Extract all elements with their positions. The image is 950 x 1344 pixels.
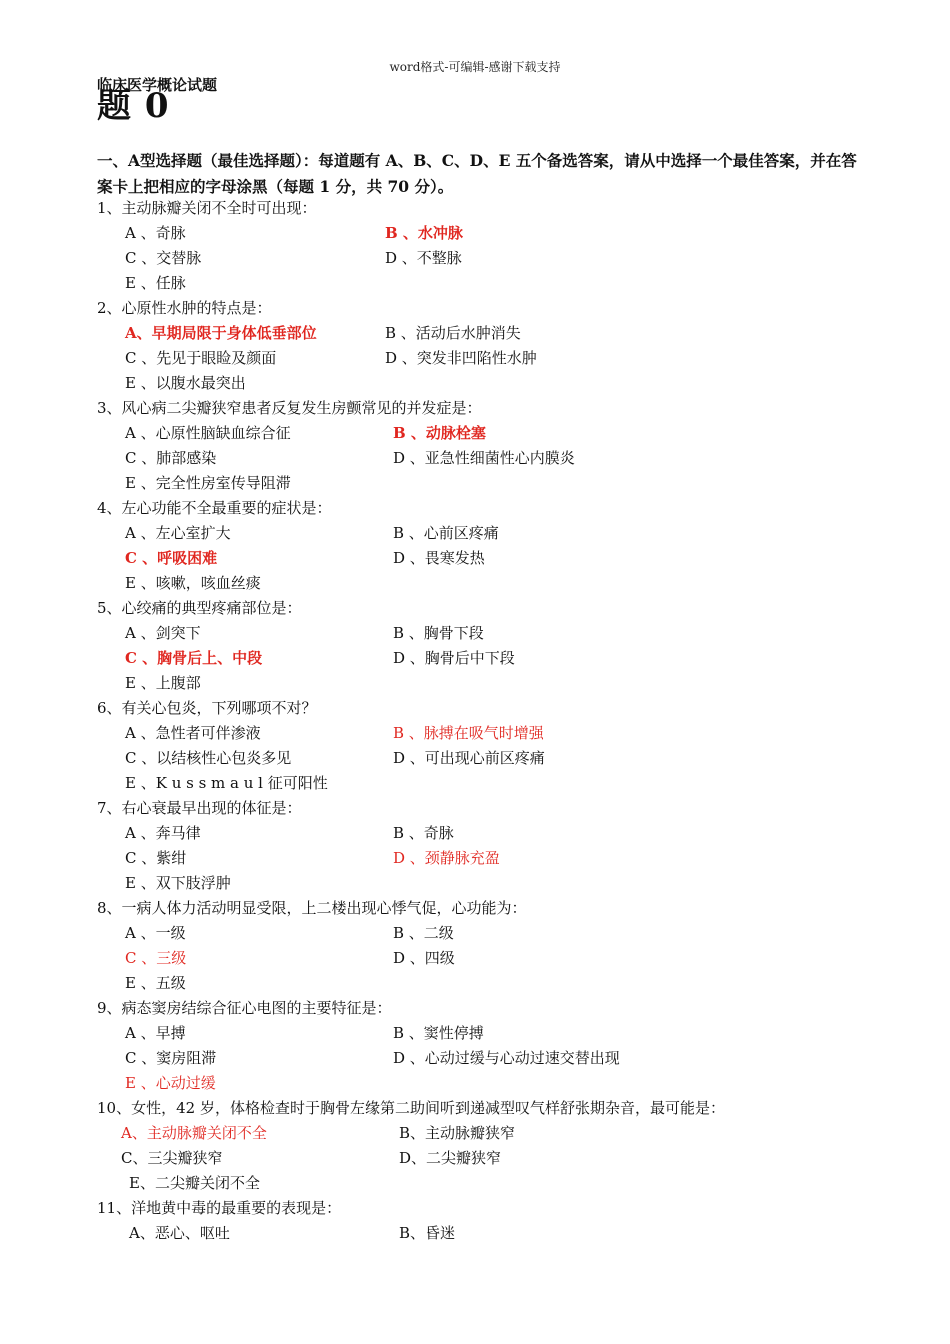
option-b-correct: B 、脉搏在吸气时增强 xyxy=(393,724,544,742)
options-row xyxy=(97,246,877,271)
option-d-correct: D 、颈静脉充盈 xyxy=(393,849,500,867)
option-d: D 、突发非凹陷性水肿 xyxy=(385,349,537,367)
options-row xyxy=(97,1146,877,1171)
document-title: 临床医学概论试题 xyxy=(97,76,218,94)
options-row xyxy=(97,1071,877,1096)
option-a: A 、一级 xyxy=(125,924,186,942)
options-row xyxy=(97,346,877,371)
options-row xyxy=(97,771,877,796)
option-a: A 、左心室扩大 xyxy=(125,524,231,542)
option-e: E 、任脉 xyxy=(125,274,186,292)
question-2: 2、心原性水肿的特点是： xyxy=(97,299,272,317)
option-d: D、二尖瓣狭窄 xyxy=(399,1149,502,1167)
document-heading: 题 0 xyxy=(97,86,170,126)
question-6: 6、有关心包炎，下列哪项不对？ xyxy=(97,699,317,717)
option-d: D 、心动过缓与心动过速交替出现 xyxy=(393,1049,620,1067)
option-d: D 、亚急性细菌性心内膜炎 xyxy=(393,449,575,467)
question-7: 7、右心衰最早出现的体征是： xyxy=(97,799,302,817)
option-b-correct: B 、动脉栓塞 xyxy=(393,424,486,442)
options-row xyxy=(97,746,877,771)
options-row xyxy=(97,846,877,871)
options-row xyxy=(97,871,877,896)
options-row xyxy=(97,621,877,646)
options-row xyxy=(97,471,877,496)
question-11: 11、洋地黄中毒的最重要的表现是： xyxy=(97,1199,342,1217)
option-b: B、主动脉瓣狭窄 xyxy=(399,1124,516,1142)
options-row xyxy=(97,971,877,996)
option-b: B 、窦性停搏 xyxy=(393,1024,484,1042)
option-a: A 、心原性脑缺血综合征 xyxy=(125,424,291,442)
option-b: B 、心前区疼痛 xyxy=(393,524,499,542)
option-c: C 、以结核性心包炎多见 xyxy=(125,749,292,767)
options-row xyxy=(97,821,877,846)
section-instructions: 一、A型选择题（最佳选择题）：每道题有 A、B、C、D、E 五个备选答案，请从中选择一个最佳答案，并在答案卡上把相应的字母涂黑（每题 1 分，共 70 分）。 xyxy=(97,151,857,196)
options-row xyxy=(97,921,877,946)
question-1: 1、主动脉瓣关闭不全时可出现： xyxy=(97,199,317,217)
option-c: C 、紫绀 xyxy=(125,849,187,867)
option-a: A、恶心、呕吐 xyxy=(129,1224,230,1242)
options-row xyxy=(97,1171,877,1196)
options-row xyxy=(97,646,877,671)
option-d: D 、胸骨后中下段 xyxy=(393,649,515,667)
option-a: A 、奇脉 xyxy=(125,224,186,242)
option-e: E 、双下肢浮肿 xyxy=(125,874,231,892)
option-a: A 、急性者可伴渗液 xyxy=(125,724,261,742)
question-10: 10、女性，42 岁，体格检查时于胸骨左缘第二助间听到递减型叹气样舒张期杂音，最可能是： xyxy=(97,1099,725,1117)
option-e-correct: E 、心动过缓 xyxy=(125,1074,216,1092)
options-row xyxy=(97,371,877,396)
question-9: 9、病态窦房结综合征心电图的主要特征是： xyxy=(97,999,392,1017)
options-row xyxy=(97,721,877,746)
question-3: 3、风心病二尖瓣狭窄患者反复发生房颤常见的并发症是： xyxy=(97,399,482,417)
options-row xyxy=(97,946,877,971)
option-e: E、二尖瓣关闭不全 xyxy=(129,1174,260,1192)
options-row xyxy=(97,546,877,571)
option-e: E 、完全性房室传导阻滞 xyxy=(125,474,291,492)
options-row xyxy=(97,421,877,446)
option-c: C、三尖瓣狭窄 xyxy=(121,1149,223,1167)
option-d: D 、不整脉 xyxy=(385,249,462,267)
page-header: word格式-可编辑-感谢下载支持 xyxy=(389,60,561,74)
options-row xyxy=(97,521,877,546)
option-e: E 、K u s s m a u l 征可阳性 xyxy=(125,774,328,792)
option-e: E 、以腹水最突出 xyxy=(125,374,246,392)
option-c: C 、肺部感染 xyxy=(125,449,217,467)
option-c: C 、先见于眼睑及颜面 xyxy=(125,349,277,367)
option-a-correct: A、主动脉瓣关闭不全 xyxy=(121,1124,267,1142)
option-e: E 、咳嗽，咳血丝痰 xyxy=(125,574,261,592)
option-a: A 、剑突下 xyxy=(125,624,201,642)
option-c-correct: C 、胸骨后上、中段 xyxy=(125,649,263,667)
option-b-correct: B 、水冲脉 xyxy=(385,224,463,242)
option-b: B 、奇脉 xyxy=(393,824,454,842)
option-d: D 、四级 xyxy=(393,949,455,967)
options-row xyxy=(97,321,877,346)
option-e: E 、上腹部 xyxy=(125,674,201,692)
option-a-correct: A、早期局限于身体低垂部位 xyxy=(125,324,317,342)
option-c-correct: C 、三级 xyxy=(125,949,187,967)
options-row xyxy=(97,1221,877,1246)
option-d: D 、畏寒发热 xyxy=(393,549,485,567)
options-row xyxy=(97,671,877,696)
option-b: B 、二级 xyxy=(393,924,454,942)
option-b: B 、活动后水肿消失 xyxy=(385,324,521,342)
option-c-correct: C 、呼吸困难 xyxy=(125,549,218,567)
question-8: 8、一病人体力活动明显受限，上二楼出现心悸气促，心功能为： xyxy=(97,899,527,917)
question-5: 5、心绞痛的典型疼痛部位是： xyxy=(97,599,302,617)
options-row xyxy=(97,271,877,296)
option-b: B 、胸骨下段 xyxy=(393,624,484,642)
option-e: E 、五级 xyxy=(125,974,186,992)
options-row xyxy=(97,221,877,246)
option-d: D 、可出现心前区疼痛 xyxy=(393,749,545,767)
options-row xyxy=(97,446,877,471)
options-row xyxy=(97,571,877,596)
option-a: A 、早搏 xyxy=(125,1024,186,1042)
options-row xyxy=(97,1021,877,1046)
question-4: 4、左心功能不全最重要的症状是： xyxy=(97,499,332,517)
option-a: A 、奔马律 xyxy=(125,824,201,842)
question-list xyxy=(97,196,877,1246)
option-b: B、昏迷 xyxy=(399,1224,456,1242)
option-c: C 、窦房阻滞 xyxy=(125,1049,217,1067)
options-row xyxy=(97,1121,877,1146)
option-c: C 、交替脉 xyxy=(125,249,202,267)
options-row xyxy=(97,1046,877,1071)
